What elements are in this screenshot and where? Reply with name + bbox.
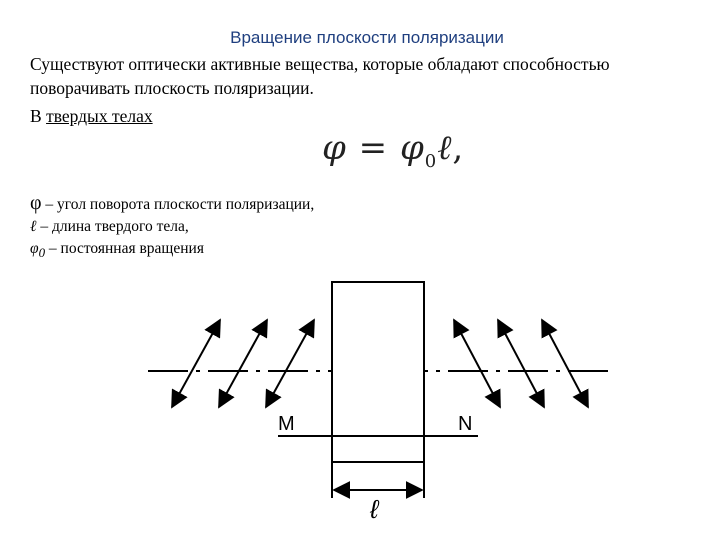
label-length: ℓ [370, 494, 379, 524]
formula-rhs-symbol: φ [399, 128, 425, 168]
outgoing-polarization-arrow [542, 320, 588, 407]
formula-lhs: φ [322, 128, 347, 168]
outgoing-polarization-arrow [454, 320, 500, 407]
solids-underlined: твердых телах [46, 106, 153, 126]
label-m: M [278, 413, 295, 435]
incoming-polarization-arrow [266, 320, 314, 407]
formula-rhs-subscript: 0 [424, 150, 438, 172]
formula-length: ℓ [437, 128, 453, 168]
def-phi0-symbol: φ [30, 240, 39, 257]
incoming-polarization-arrow [172, 320, 220, 407]
def-phi-symbol: φ [30, 192, 42, 214]
def-length-symbol: ℓ [30, 218, 37, 235]
outgoing-polarization-arrow [498, 320, 544, 407]
def-phi0-text: – постоянная вращения [45, 240, 204, 257]
def-length-text: – длина твердого тела, [36, 218, 189, 235]
slide-title: Вращение плоскости поляризации [230, 28, 504, 47]
intro-paragraph: Существуют оптически активные вещества, которые обладают способностью поворачивать плоскость поляризации. [30, 54, 610, 98]
def-phi-text: – угол поворота плоскости поляризации, [41, 196, 315, 213]
incoming-polarization-arrow [219, 320, 267, 407]
def-phi0-subscript: 0 [38, 245, 46, 261]
solids-prefix: В [30, 106, 47, 126]
formula-equals: = [358, 128, 389, 168]
formula-end: , [452, 128, 465, 168]
label-n: N [458, 413, 473, 435]
